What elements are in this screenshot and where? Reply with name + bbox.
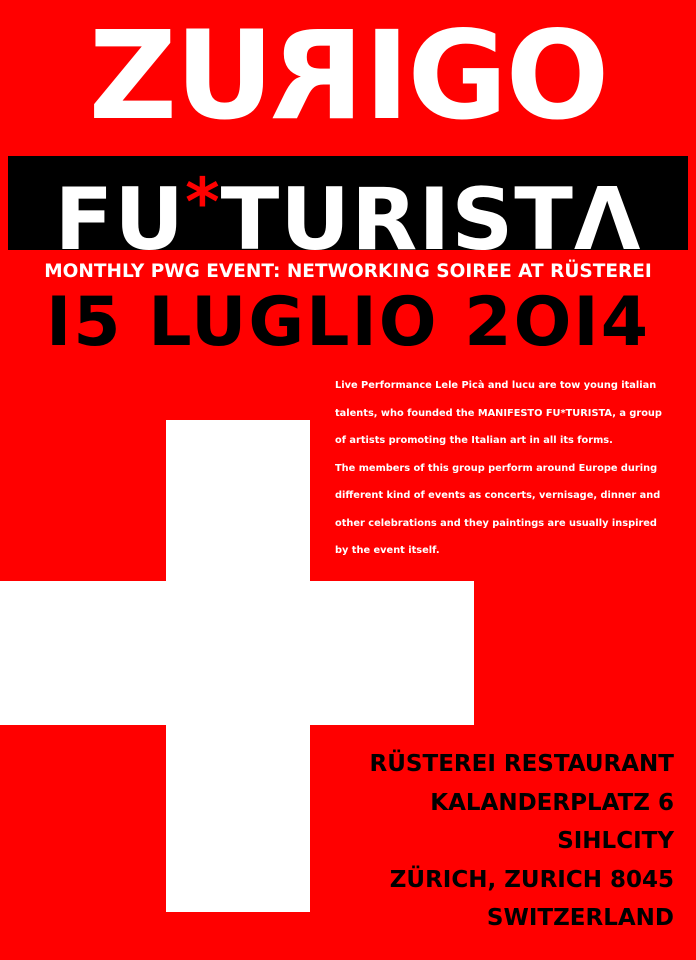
event-date: I5 LUGLIO 2OI4: [45, 283, 651, 362]
title-part-start: ZU: [88, 5, 273, 147]
event-description: [335, 372, 681, 565]
band-title: [8, 156, 688, 270]
address-line-city: ZÜRICH, ZURICH 8045: [389, 866, 674, 893]
description-line: talents, who founded the MANIFESTO FU*TURISTA, a group: [335, 407, 662, 419]
address-line-street: KALANDERPLATZ 6: [430, 789, 674, 816]
title-mirrored-letter: R: [272, 5, 365, 147]
description-line: different kind of events as concerts, vernisage, dinner and: [335, 490, 661, 501]
swiss-cross-horizontal-bar: [0, 581, 474, 725]
description-line: other celebrations and they paintings are usually inspired: [335, 517, 657, 529]
address-line-country: SWITZERLAND: [486, 905, 674, 931]
address-line-venue: RÜSTEREI RESTAURANT: [369, 751, 674, 777]
title-band: [8, 156, 688, 270]
poster-title: [0, 0, 696, 154]
description-line: The members of this group perform around Europe during: [335, 462, 658, 474]
event-subtitle: MONTHLY PWG EVENT: NETWORKING SOIREE AT RÜSTEREI: [44, 261, 652, 282]
venue-address: [254, 745, 674, 938]
description-line: of artists promoting the Italian art in all its forms.: [335, 435, 613, 446]
asterisk-icon: *: [185, 164, 221, 241]
title-part-end: IGO: [364, 5, 608, 147]
description-line: by the event itself.: [335, 545, 440, 556]
band-title-end: TURISTΛ: [220, 170, 642, 270]
band-title-start: FU: [54, 170, 186, 270]
address-line-area: SIHLCITY: [557, 828, 674, 854]
description-line: Live Performance Lele Picà and lucu are tow young italian: [335, 380, 657, 391]
